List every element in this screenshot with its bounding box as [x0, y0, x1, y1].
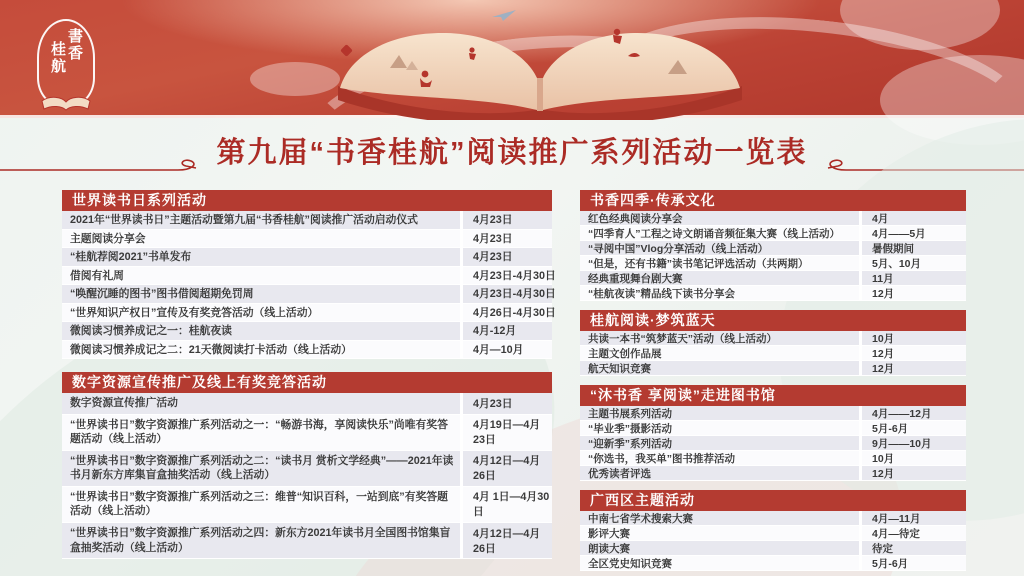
date-cell: 4月23日	[460, 393, 552, 414]
page-title: 第九届“书香桂航”阅读推广系列活动一览表	[216, 137, 808, 169]
activity-cell: 全区党史知识竞赛	[588, 557, 672, 570]
date-cell: 10月	[859, 331, 966, 345]
date-cell: 9月——10月	[859, 436, 966, 450]
table-row	[580, 436, 966, 451]
activity-cell: 2021年“世界读书日”主题活动暨第九届“书香桂航”阅读推广活动启动仪式	[70, 214, 418, 227]
table-row	[62, 230, 552, 249]
table-digital-resources	[62, 372, 552, 559]
table-row	[580, 556, 966, 571]
activity-cell: “你选书，我买单”图书推荐活动	[588, 452, 735, 465]
table-header: “沐书香 享阅读”走进图书馆	[580, 385, 966, 406]
table-row	[580, 526, 966, 541]
activity-cell: 航天知识竞赛	[588, 362, 651, 375]
date-cell: 12月	[859, 466, 966, 480]
activity-cell: 朗读大赛	[588, 542, 630, 555]
activity-cell: “世界读书日”数字资源推广系列活动之二：“读书月 赏析文学经典”——2021年读书月新东方库集盲盒抽奖活动（线上活动）	[70, 454, 454, 482]
table-row	[580, 466, 966, 481]
open-book-illustration	[330, 16, 750, 120]
activity-cell: “四季育人”工程之诗文朗诵音频征集大赛（线上活动）	[588, 227, 840, 240]
activity-cell: 主题文创作品展	[588, 347, 662, 360]
activity-cell: “毕业季”摄影活动	[588, 422, 672, 435]
date-cell: 4月12日—4月26日	[460, 523, 552, 558]
date-cell: 4月 1日—4月30日	[460, 487, 552, 522]
banner	[0, 0, 1024, 118]
activity-cell: “世界读书日”数字资源推广系列活动之一：“畅游书海，享阅读快乐”尚唯有奖答题活动（线上活动）	[70, 418, 448, 446]
table-row	[62, 393, 552, 415]
logo-text-guihang: 桂航	[49, 41, 65, 75]
table-row	[62, 415, 552, 451]
table-four-seasons-culture	[580, 190, 966, 301]
date-cell: 4月23日	[460, 211, 552, 229]
table-header: 世界读书日系列活动	[62, 190, 552, 211]
table-row	[580, 346, 966, 361]
table-header: 书香四季·传承文化	[580, 190, 966, 211]
table-row	[62, 487, 552, 523]
table-row	[62, 211, 552, 230]
activity-cell: “桂航夜读”精品线下读书分享会	[588, 287, 735, 300]
table-row	[580, 286, 966, 301]
table-row	[580, 256, 966, 271]
table-row	[62, 451, 552, 487]
table-row	[62, 248, 552, 267]
activity-cell: 红色经典阅读分享会	[588, 212, 683, 225]
activity-cell: 主题阅读分享会	[70, 232, 146, 245]
date-cell: 4月23日-4月30日	[460, 285, 552, 303]
table-row	[62, 322, 552, 341]
date-cell: 4月12日—4月26日	[460, 451, 552, 486]
activity-cell: “但是，还有书籍”读书笔记评选活动（共两期）	[588, 257, 809, 270]
date-cell: 4月23日-4月30日	[460, 267, 552, 285]
table-row	[62, 267, 556, 286]
activity-cell: 数字资源宣传推广活动	[70, 397, 178, 409]
date-cell: 10月	[859, 451, 966, 465]
table-row	[580, 421, 966, 436]
table-row	[580, 271, 966, 286]
left-column	[62, 190, 556, 572]
date-cell: 4月26日-4月30日	[460, 304, 552, 322]
scroll-ornament-left	[0, 156, 205, 178]
date-cell: 4月——12月	[859, 406, 966, 420]
activity-cell: “世界读书日”数字资源推广系列活动之四：新东方2021年读书月全国图书馆集盲盒抽奖活动（线上活动）	[70, 526, 451, 554]
guihang-shuxiang-logo	[37, 19, 95, 107]
date-cell: 4月—11月	[859, 511, 966, 525]
date-cell: 4月-12月	[460, 322, 552, 340]
table-header: 桂航阅读·梦筑蓝天	[580, 310, 966, 331]
date-cell: 4月19日—4月23日	[460, 415, 552, 450]
date-cell: 5月-6月	[859, 556, 966, 570]
table-row	[62, 523, 552, 559]
activity-cell: 主题书展系列活动	[588, 407, 672, 420]
date-cell: 12月	[859, 361, 966, 375]
activity-cell: 中南七省学术搜索大赛	[588, 512, 693, 525]
table-row	[62, 304, 556, 323]
date-cell: 12月	[859, 346, 966, 360]
activity-cell: 经典重现舞台剧大赛	[588, 272, 683, 285]
activity-cell: 影评大赛	[588, 527, 630, 540]
date-cell: 4月23日	[460, 248, 552, 266]
table-row	[580, 406, 966, 421]
table-into-the-library	[580, 385, 966, 481]
date-cell: 4月23日	[460, 230, 552, 248]
cloud-shape	[250, 62, 340, 96]
activity-cell: “世界知识产权日”宣传及有奖竞答活动（线上活动）	[70, 306, 319, 319]
date-cell: 5月-6月	[859, 421, 966, 435]
activity-cell: “桂航荐阅2021”书单发布	[70, 251, 192, 264]
table-row	[62, 341, 552, 360]
table-row	[62, 285, 556, 304]
table-row	[580, 211, 966, 226]
activity-cell: “世界读书日”数字资源推广系列活动之三：维普“知识百科，一站到底”有奖答题活动（线上活动）	[70, 490, 448, 518]
activity-cell: 借阅有礼周	[70, 269, 124, 282]
activity-cell: 优秀读者评选	[588, 467, 651, 480]
table-guangxi-theme-activities	[580, 490, 966, 571]
date-cell: 暑假期间	[859, 241, 966, 255]
table-row	[580, 511, 966, 526]
activity-cell: “寻阅中国”Vlog分享活动（线上活动）	[588, 242, 769, 255]
table-row	[580, 241, 966, 256]
table-row	[580, 541, 966, 556]
date-cell: 12月	[859, 286, 966, 300]
right-column	[580, 190, 966, 576]
date-cell: 待定	[859, 541, 966, 555]
date-cell: 4月	[859, 211, 966, 225]
date-cell: 4月——5月	[859, 226, 966, 240]
date-cell: 5月、10月	[859, 256, 966, 270]
table-guihang-reading-sky-dream	[580, 310, 966, 376]
table-header: 数字资源宣传推广及线上有奖竞答活动	[62, 372, 552, 393]
date-cell: 11月	[859, 271, 966, 285]
paper-plane-icon	[492, 10, 518, 24]
activity-cell: 微阅读习惯养成记之二：21天微阅读打卡活动（线上活动）	[70, 343, 352, 356]
activity-cell: “唤醒沉睡的图书”图书借阅超期免罚周	[70, 288, 254, 301]
table-row	[580, 451, 966, 466]
table-row	[580, 331, 966, 346]
activity-cell: 共读一本书“筑梦蓝天”活动（线上活动）	[588, 332, 777, 345]
activity-cell: 微阅读习惯养成记之一：桂航夜读	[70, 325, 232, 338]
date-cell: 4月—10月	[460, 341, 552, 359]
table-world-reading-day	[62, 190, 556, 359]
logo-book-icon	[40, 93, 92, 117]
date-cell: 4月—待定	[859, 526, 966, 540]
table-row	[580, 361, 966, 376]
table-row	[580, 226, 966, 241]
table-header: 广西区主题活动	[580, 490, 966, 511]
logo-text-shuxiang: 書香	[66, 28, 82, 62]
activity-cell: “迎新季”系列活动	[588, 437, 672, 450]
